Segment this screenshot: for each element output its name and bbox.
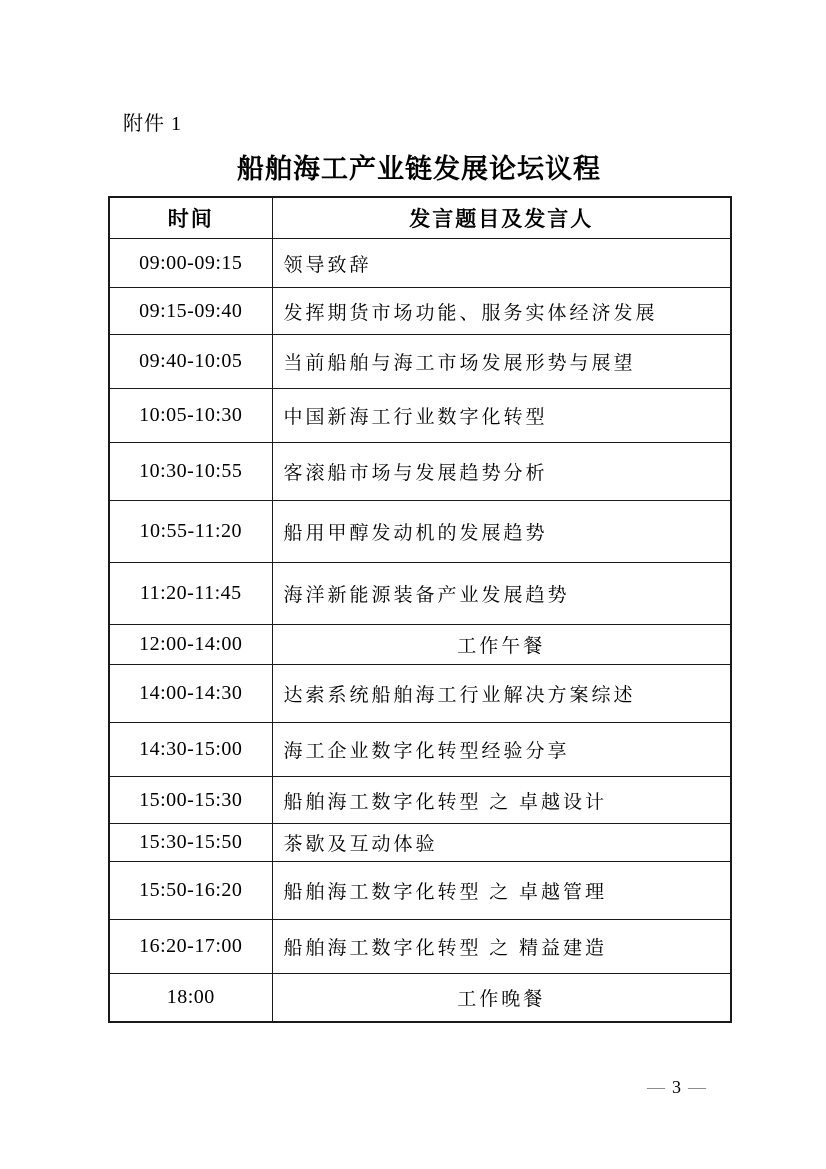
table-row: [109, 501, 731, 563]
topic-cell: 领导致辞: [272, 239, 731, 288]
time-cell: 10:30-10:55: [109, 443, 272, 501]
topic-cell: 当前船舶与海工市场发展形势与展望: [272, 335, 731, 389]
table-row: [109, 824, 731, 862]
table-header-row: [109, 197, 731, 239]
time-cell: 14:30-15:00: [109, 723, 272, 777]
table-row: [109, 777, 731, 824]
time-cell: 16:20-17:00: [109, 920, 272, 974]
table-row: [109, 288, 731, 335]
time-cell: 15:00-15:30: [109, 777, 272, 824]
topic-cell: 达索系统船舶海工行业解决方案综述: [272, 665, 731, 723]
time-cell: 14:00-14:30: [109, 665, 272, 723]
topic-cell: 中国新海工行业数字化转型: [272, 389, 731, 443]
table-row: [109, 920, 731, 974]
page-number: 3: [672, 1077, 681, 1097]
table-row: [109, 239, 731, 288]
topic-cell: 工作午餐: [272, 625, 731, 665]
table-row: [109, 335, 731, 389]
table-row: [109, 389, 731, 443]
table-row: [109, 862, 731, 920]
footer-left-dash: —: [647, 1077, 665, 1097]
footer-right-dash: —: [688, 1077, 706, 1097]
time-cell: 09:15-09:40: [109, 288, 272, 335]
page-number-footer: [640, 1077, 713, 1098]
time-cell: 10:55-11:20: [109, 501, 272, 563]
time-cell: 15:50-16:20: [109, 862, 272, 920]
time-cell: 10:05-10:30: [109, 389, 272, 443]
topic-cell: 船舶海工数字化转型 之 卓越管理: [272, 862, 731, 920]
header-time: 时间: [109, 197, 272, 239]
topic-cell: 海工企业数字化转型经验分享: [272, 723, 731, 777]
table-row: [109, 625, 731, 665]
table-row: [109, 974, 731, 1022]
topic-cell: 船舶海工数字化转型 之 精益建造: [272, 920, 731, 974]
table-row: [109, 665, 731, 723]
topic-cell: 茶歇及互动体验: [272, 824, 731, 862]
time-cell: 09:00-09:15: [109, 239, 272, 288]
table-row: [109, 723, 731, 777]
topic-cell: 海洋新能源装备产业发展趋势: [272, 563, 731, 625]
time-cell: 15:30-15:50: [109, 824, 272, 862]
topic-cell: 客滚船市场与发展趋势分析: [272, 443, 731, 501]
header-topic: 发言题目及发言人: [272, 197, 731, 239]
topic-cell: 船用甲醇发动机的发展趋势: [272, 501, 731, 563]
topic-cell: 船舶海工数字化转型 之 卓越设计: [272, 777, 731, 824]
time-cell: 09:40-10:05: [109, 335, 272, 389]
time-cell: 12:00-14:00: [109, 625, 272, 665]
page-title: 船舶海工产业链发展论坛议程: [237, 154, 601, 184]
agenda-table: [108, 196, 732, 1023]
time-cell: 18:00: [109, 974, 272, 1022]
table-row: [109, 563, 731, 625]
time-cell: 11:20-11:45: [109, 563, 272, 625]
table-row: [109, 443, 731, 501]
attachment-label: 附件 1: [123, 113, 182, 135]
topic-cell: 发挥期货市场功能、服务实体经济发展: [272, 288, 731, 335]
topic-cell: 工作晚餐: [272, 974, 731, 1022]
